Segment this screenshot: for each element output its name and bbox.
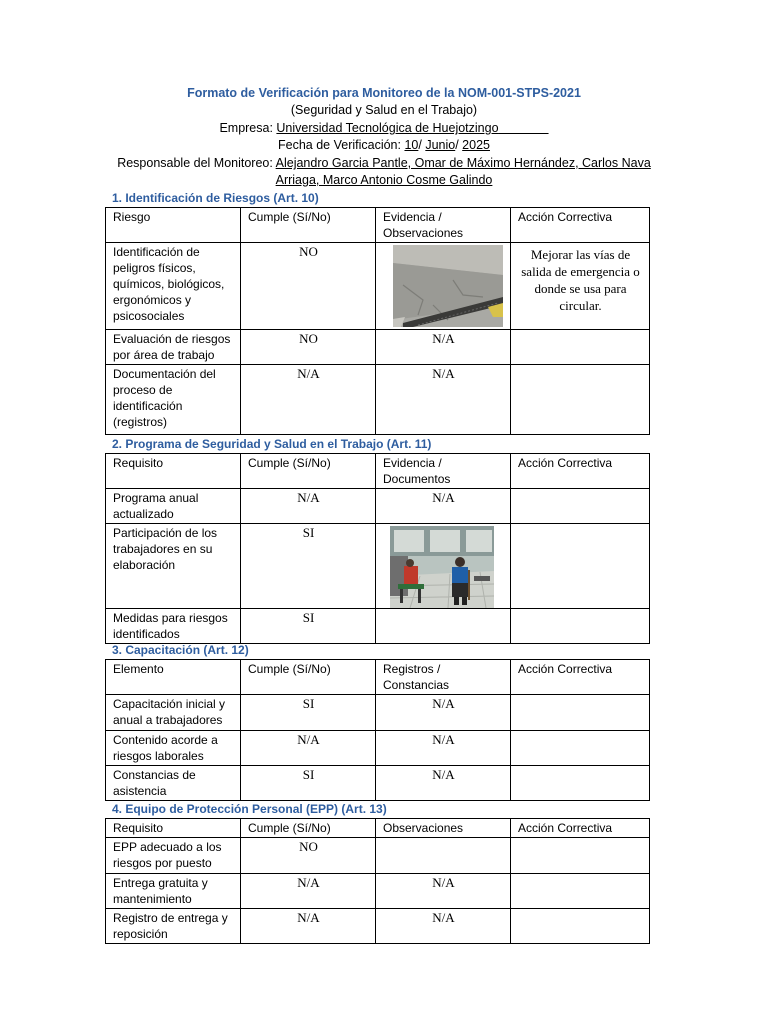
company-label: Empresa: [219,121,277,135]
header-cell: Evidencia / Observaciones [376,208,511,243]
responsible-line [0,155,768,172]
header-cell: Cumple (Sí/No) [241,819,376,838]
requirement-cell: Medidas para riesgos identificados [106,609,241,644]
compliance-cell: N/A [241,489,376,524]
table-header-row [106,454,650,489]
header-cell: Evidencia / Documentos [376,454,511,489]
evidence-cell: N/A [376,489,511,524]
observations-cell [376,838,511,874]
section-1-table [105,207,650,435]
evidence-cell: N/A [376,330,511,365]
table-header-row [106,660,650,695]
header-cell: Requisito [106,819,241,838]
table-row [106,243,650,330]
corrective-action-cell [511,330,650,365]
evidence-cell [376,609,511,644]
evidence-cell: N/A [376,695,511,731]
evidence-photo-floor [393,245,503,327]
header-cell: Cumple (Sí/No) [241,660,376,695]
compliance-cell: SI [241,695,376,731]
responsible-value-1: Alejandro Garcia Pantle, Omar de Máximo Hernández, Carlos Nava [275,156,651,170]
compliance-cell: NO [241,838,376,874]
requirement-cell: Documentación del proceso de identificación (registros) [106,365,241,435]
compliance-cell: N/A [241,874,376,909]
company-underline-fill [499,121,549,135]
company-value: Universidad Tecnológica de Huejotzingo [276,121,499,135]
corrective-action-cell [511,489,650,524]
requirement-cell: Identificación de peligros físicos, químicos, biológicos, ergonómicos y psicosociales [106,243,241,330]
table-row [106,524,650,609]
table-row [106,874,650,909]
section-1-title: 1. Identificación de Riesgos (Art. 10) [112,191,319,205]
requirement-cell: Contenido acorde a riesgos laborales [106,731,241,766]
evidence-photo-workers [390,526,494,608]
header-cell: Observaciones [376,819,511,838]
evidence-cell: N/A [376,731,511,766]
header-cell: Cumple (Sí/No) [241,454,376,489]
requirement-cell: Evaluación de riesgos por área de trabajo [106,330,241,365]
corrective-action-cell [511,695,650,731]
requirement-cell: Registro de entrega y reposición [106,909,241,944]
table-row [106,909,650,944]
header-cell: Riesgo [106,208,241,243]
compliance-cell: N/A [241,731,376,766]
corrective-action-cell: Mejorar las vías de salida de emergencia o donde se usa para circular. [511,243,650,330]
requirement-cell: EPP adecuado a los riesgos por puesto [106,838,241,874]
date-year: 2025 [462,138,490,152]
section-3-table [105,659,650,801]
section-3-title: 3. Capacitación (Art. 12) [112,643,249,657]
document-subtitle: (Seguridad y Salud en el Trabajo) [290,103,478,117]
corrective-action-cell [511,731,650,766]
compliance-cell: NO [241,243,376,330]
header-cell: Acción Correctiva [511,454,650,489]
date-label: Fecha de Verificación: [278,138,405,152]
date-sep-2: / [455,138,463,152]
corrective-action-cell [511,365,650,435]
corrective-action-cell [511,838,650,874]
responsible-value-2: Arriaga, Marco Antonio Cosme Galindo [275,173,493,187]
requirement-cell: Constancias de asistencia [106,766,241,801]
responsible-line-2 [0,172,768,189]
evidence-cell [376,243,511,330]
table-header-row [106,819,650,838]
compliance-cell: N/A [241,909,376,944]
compliance-cell: SI [241,524,376,609]
compliance-cell: N/A [241,365,376,435]
section-2-title: 2. Programa de Seguridad y Salud en el Trabajo (Art. 11) [112,437,432,451]
compliance-cell: NO [241,330,376,365]
table-row [106,365,650,435]
corrective-action-cell [511,524,650,609]
table-header-row [106,208,650,243]
header-cell: Acción Correctiva [511,819,650,838]
header-cell: Acción Correctiva [511,208,650,243]
observations-cell: N/A [376,909,511,944]
evidence-cell: N/A [376,766,511,801]
section-2-table [105,453,650,644]
compliance-cell: SI [241,766,376,801]
section-4-title: 4. Equipo de Protección Personal (EPP) (Art. 13) [112,802,387,816]
date-line [0,137,768,154]
header-cell: Registros / Constancias [376,660,511,695]
header-cell: Cumple (Sí/No) [241,208,376,243]
requirement-cell: Programa anual actualizado [106,489,241,524]
corrective-action-cell [511,609,650,644]
requirement-cell: Entrega gratuita y mantenimiento [106,874,241,909]
company-line [0,120,768,137]
corrective-action-cell [511,874,650,909]
date-day: 10 [404,138,419,152]
responsible-label: Responsable del Monitoreo: [117,156,276,170]
table-row [106,731,650,766]
table-row [106,766,650,801]
header-cell: Requisito [106,454,241,489]
date-sep-1: / [418,138,426,152]
compliance-cell: SI [241,609,376,644]
evidence-cell [376,524,511,609]
corrective-action-cell [511,766,650,801]
observations-cell: N/A [376,874,511,909]
table-row [106,330,650,365]
evidence-cell: N/A [376,365,511,435]
table-row [106,695,650,731]
header-cell: Elemento [106,660,241,695]
section-4-table [105,818,650,944]
requirement-cell: Capacitación inicial y anual a trabajadores [106,695,241,731]
header-cell: Acción Correctiva [511,660,650,695]
date-month: Junio [425,138,456,152]
document-title: Formato de Verificación para Monitoreo de la NOM-001-STPS-2021 [187,86,581,100]
requirement-cell: Participación de los trabajadores en su elaboración [106,524,241,609]
table-row [106,489,650,524]
corrective-action-cell [511,909,650,944]
table-row [106,609,650,644]
table-row [106,838,650,874]
